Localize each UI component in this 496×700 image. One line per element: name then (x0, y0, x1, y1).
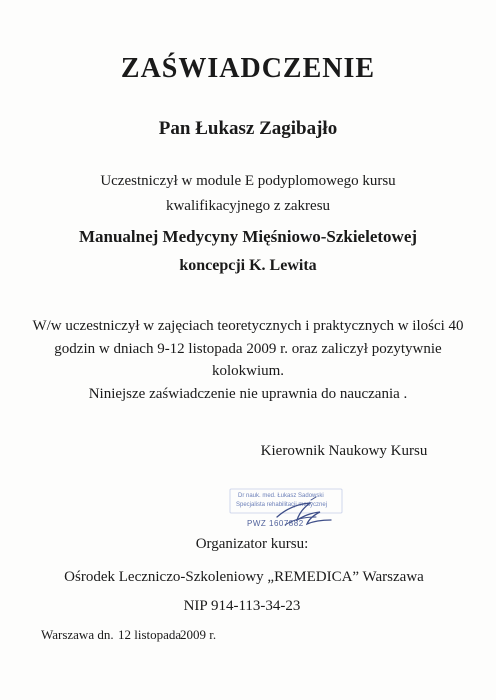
organizer-label: Organizator kursu: (195, 536, 309, 552)
stamp-line-2: Specjalista rehabilitacji medycznej (236, 502, 328, 508)
recipient-name: Pan Łukasz Zagibajło (158, 118, 338, 139)
details-line-2: godzin w dniach 9-12 listopada 2009 r. oraz zaliczył pozytywnie (54, 341, 442, 357)
signature-stamp (228, 486, 348, 532)
certificate-title: ZAŚWIADCZENIE (120, 53, 376, 84)
participation-line-2: kwalifikacyjnego z zakresu (165, 198, 331, 214)
details-line-1: W/w uczestniczył w zajęciach teoretycznych i praktycznych w ilości 40 (32, 318, 464, 334)
nip-number: NIP 914-113-34-23 (183, 598, 301, 614)
details-line-3: kolokwium. (211, 363, 285, 379)
course-subtitle: koncepcji K. Lewita (179, 257, 317, 274)
place-date-value: 12 listopada (118, 627, 182, 642)
notice-line: Niniejsze zaświadczenie nie uprawnia do nauczania . (88, 386, 408, 402)
course-name: Manualnej Medycyny Mięśniowo-Szkieletowej (78, 227, 418, 246)
place-date-prefix: Warszawa dn. (41, 627, 114, 642)
place-date-year: 2009 r. (180, 627, 217, 642)
participation-line-1: Uczestniczył w module E podyplomowego kursu (100, 173, 396, 189)
stamp-code: PWZ 1607882 (247, 519, 304, 528)
director-label: Kierownik Naukowy Kursu (260, 443, 428, 459)
stamp-line-1: Dr nauk. med. Łukasz Sadowski (238, 493, 324, 499)
organizer-name: Ośrodek Leczniczo-Szkoleniowy „REMEDICA” Warszawa (64, 569, 424, 585)
